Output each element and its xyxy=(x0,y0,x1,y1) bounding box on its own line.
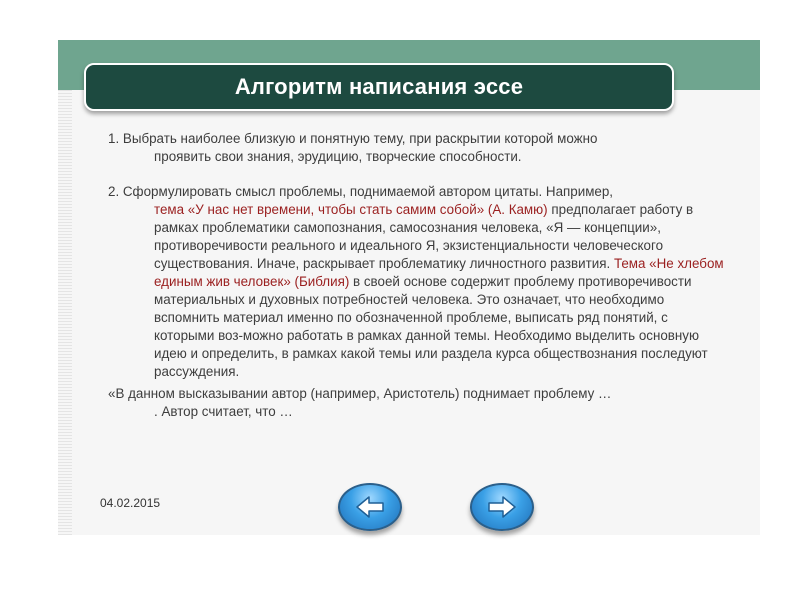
item-2 xyxy=(108,183,728,381)
slide-title: Алгоритм написания эссе xyxy=(234,74,524,99)
slide-date: 04.02.2015 xyxy=(100,496,161,510)
template-phrase xyxy=(108,385,728,421)
template-line-1: «В данном высказывании автор (например, Аристотель) поднимает проблему … xyxy=(108,386,612,401)
item-2-lead: 2. Сформулировать смысл проблемы, поднимаемой автором цитаты. Например, xyxy=(108,184,614,199)
arrow-left-icon xyxy=(340,485,400,529)
left-stripes xyxy=(58,90,72,535)
item-1 xyxy=(108,130,728,166)
item-2-text-2: в своей основе содержит проблему противоречивости материальных и духовных потребностей человека. Это означает, что необходимо вспомнить материал именно по обозначенной проблеме, выписать ряд понятий, с которыми воз-можно работать в рамках данной темы. Необходимо выделить основную идею и определить, в рамках какой темы или раздела курса обществознания последуют рассуждения. xyxy=(154,274,708,379)
slide xyxy=(58,40,760,535)
arrow-right-icon xyxy=(472,485,532,529)
item-2-body xyxy=(108,201,728,381)
quote-bible: Тема «Не хлебом единым жив человек» (Библия) xyxy=(154,256,724,289)
item-1-line-2: проявить свои знания, эрудицию, творческие способности. xyxy=(154,149,522,164)
template-line-2: . Автор считает, что … xyxy=(154,404,293,419)
prev-button[interactable] xyxy=(338,483,402,531)
title-bar xyxy=(84,63,674,111)
next-button[interactable] xyxy=(470,483,534,531)
quote-kamu: тема «У нас нет времени, чтобы стать самим собой» (А. Камю) xyxy=(154,202,548,217)
item-2-text-1: предполагает работу в рамках проблематики самопознания, самосознания человека, «Я — концепции», противоречивости реального и идеального Я, экзистенциальности человеческого существования. Иначе, раскрывает проблематику личностного развития. xyxy=(154,202,694,271)
slide-content xyxy=(108,130,728,421)
item-1-line-1: 1. Выбрать наиболее близкую и понятную тему, при раскрытии которой можно xyxy=(108,131,598,146)
